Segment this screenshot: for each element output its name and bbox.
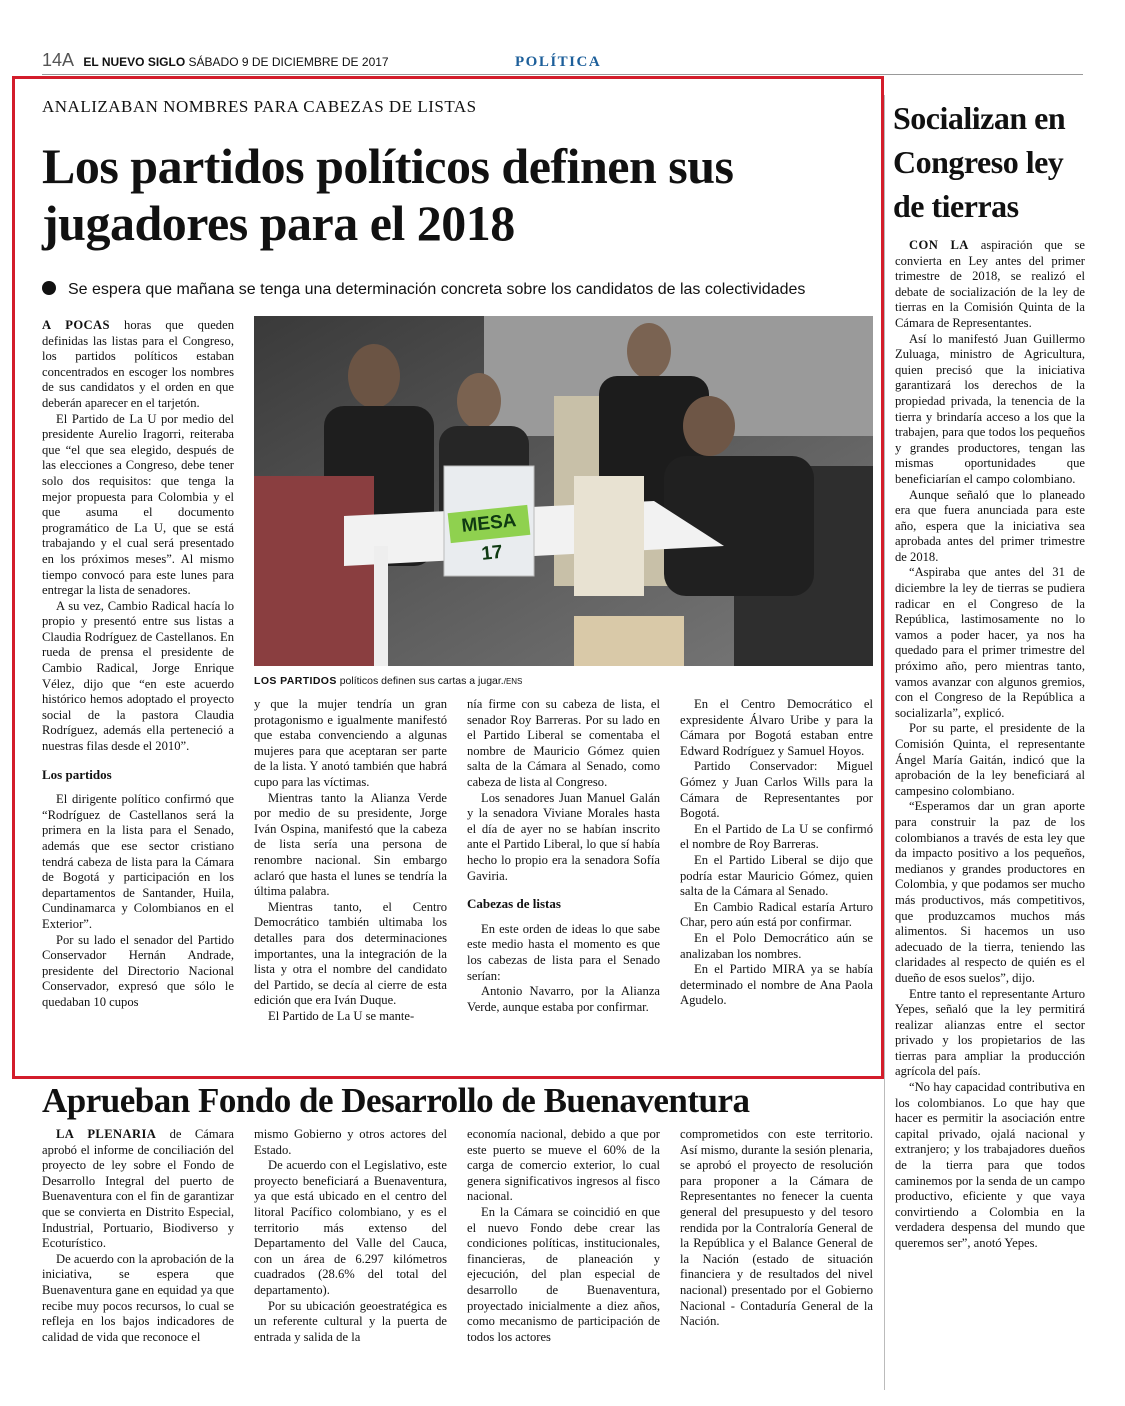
- voting-table-photo: [254, 316, 873, 666]
- paragraph: El Partido de La U se mante-: [268, 1008, 415, 1023]
- paragraph: Aunque señaló que lo planeado era que fuera anunciada para este año, espera que la iniciativa sea aprobada antes del primer trimestre de 2018.: [895, 487, 1085, 564]
- paragraph: De acuerdo con la aprobación de la iniciativa, se espera que Buenaventura gane en equidad ya que recibe muy pocos recursos, lo cual se refleja en los bajos indicadores de calidad de vida que reconoce el: [42, 1251, 234, 1344]
- paragraph: nía firme con su cabeza de lista, el senador Roy Barreras. Por su lado en el Partido Liberal se comentaba el nombre de Mauricio Gómez quien salta de la Cámara al Senado, como cabeza de lista al Congreso.: [467, 697, 660, 789]
- bullet-icon: [42, 281, 56, 295]
- subhead-text: Se espera que mañana se tenga una determinación concreta sobre los candidatos de las colectividades: [68, 281, 806, 298]
- lead-in: LA PLENARIA: [56, 1127, 157, 1141]
- paragraph: En el Partido de La U se confirmó el nombre de Roy Barreras.: [680, 821, 873, 852]
- paragraph: En este orden de ideas lo que sabe este medio hasta el momento es que los cabezas de lista para el Senado serían:: [467, 921, 660, 983]
- subheading: Los partidos: [42, 766, 112, 782]
- paragraph: Antonio Navarro, por la Alianza Verde, aunque estaba por confirmar.: [467, 984, 660, 1014]
- paragraph: de Cámara aprobó el informe de conciliación del proyecto de ley sobre el Fondo de Desarrollo Integral del puerto de Buenaventura con el fin de garantizar que se convierta en Distrito Especial, Industrial, Portuario, Biodiverso y Ecoturístico.: [42, 1127, 234, 1251]
- issue-date: SÁBADO 9 DE DICIEMBRE DE 2017: [188, 55, 389, 69]
- bottom-column-3: [467, 1127, 660, 1397]
- paragraph: Por su lado el senador del Partido Conservador Hernán Andrade, presidente del Directorio Nacional Conservador, expresó que sólo le quedaban 10 cupos: [42, 932, 234, 1009]
- paragraph: comprometidos con este territorio. Así mismo, durante la sesión plenaria, se aprobó el proyecto de resolución para proponer a la Cámara de Representantes no fenecer la cuenta general del presupuesto y del tesoro rendida por la Contraloría General de la República y el Balance General de la Nación (estado de situación financiera y de resultados del nivel nacional) presentado por el Gobierno Nacional - Contaduría General de la Nación.: [680, 1127, 873, 1329]
- bottom-column-4: [680, 1127, 873, 1397]
- lead-in: CON LA: [909, 238, 969, 252]
- paragraph: Entre tanto el representante Arturo Yepes, señaló que la ley permitirá realizar alianzas entre el sector privado y los propietarios de las tierras para ampliar la producción agrícola del país.: [895, 986, 1085, 1079]
- paragraph: Mientras tanto, el Centro Democrático también ultimaba los detalles para dos determinaciones importantes, una la integración de la lista y otra el nombre del candidato del Partido, se decía al cierre de esta edición que era Iván Duque.: [254, 899, 447, 1008]
- paragraph: Mientras tanto la Alianza Verde por medio de su presidente, Jorge Iván Ospina, manifestó que la cabeza de lista sería una persona de renombre nacional. Sin embargo aclaró que hasta el lunes se tendría la última palabra.: [254, 790, 447, 899]
- subheading: Cabezas de listas: [467, 896, 561, 912]
- paragraph: De acuerdo con el Legislativo, este proyecto beneficiará a Buenaventura, ya que está ubicado en el centro del litoral Pacífico colombiano, y es el territorio más extenso del Departamento del Valle del Cauca, con un área de 6.297 kilómetros cuadrados (28.6% del total del departamento).: [254, 1158, 447, 1297]
- caption-text: políticos definen sus cartas a jugar.: [336, 675, 504, 687]
- paragraph: En el Partido MIRA ya se había determinado el nombre de Ana Paola Agudelo.: [680, 962, 873, 1008]
- paragraph: Partido Conservador: Miguel Gómez y Juan Carlos Wills para la Cámara de Representantes por Bogotá.: [680, 759, 873, 821]
- article-column-2: [254, 697, 447, 1063]
- bottom-headline: Aprueban Fondo de Desarrollo de Buenaventura: [42, 1081, 750, 1120]
- photo-caption: [254, 675, 522, 687]
- article-column-3: [467, 697, 660, 1063]
- masthead: [42, 50, 389, 71]
- paragraph: El dirigente político confirmó que “Rodríguez de Castellanos será la primera en la lista para el Senado, además que ese sector cristiano tendrá cabeza de lista para la Cámara de Bogotá y participación en los departamentos de Santander, Huila, Cundinamarca y Colombianos en el Exterior”.: [42, 792, 234, 931]
- paragraph: En la Cámara se coincidió en que el nuevo Fondo debe crear las condiciones políticas, institucionales, financieras, de planeación y ejecución, del plan especial de desarrollo de Buenaventura, proyectado inicialmente a diez años, como mecanismo de participación de todos los actores: [467, 1204, 660, 1344]
- section-label: POLÍTICA: [515, 54, 602, 70]
- paragraph: Los senadores Juan Manuel Galán y la senadora Viviane Morales hasta el día de ayer no se habían inscrito ante el Partido Liberal, lo que sí había hecho lo propio era la senadora Sofía Gaviria.: [467, 790, 660, 883]
- paragraph: horas que queden definidas las listas para el Congreso, los partidos políticos estaban concentrados en escoger los nombres de sus candidatos y el orden en que deberán aparecer en el tarjetón.: [42, 318, 234, 410]
- photo-credit: /ENS: [503, 677, 523, 686]
- side-article-body: [895, 238, 1085, 1398]
- masthead-rule: [42, 74, 1083, 75]
- paragraph: “Aspiraba que antes del 31 de diciembre la ley de tierras se pudiera radicar en el Congreso de la República, lastimosamente no lo vamos a poder hacer, ya nos ha quedado para el primer trimestre del próximo año, pero mientras tanto, vamos avanzar con algunos gremios, con el Congreso de la República a socializarla”, explicó.: [895, 565, 1085, 720]
- article-kicker: ANALIZABAN NOMBRES PARA CABEZAS DE LISTAS: [42, 97, 477, 116]
- paragraph: y que la mujer tendría un gran protagonismo e igualmente manifestó que estaba convenciendo a algunas mujeres para que aceptaran ser parte de la lista. Y anotó también que habrá cupo para las víctimas.: [254, 697, 447, 789]
- newspaper-name: EL NUEVO SIGLO: [83, 55, 186, 69]
- article-column-1: [42, 318, 234, 1063]
- paragraph: mismo Gobierno y otros actores del Estado.: [254, 1127, 447, 1157]
- caption-lead: LOS PARTIDOS: [254, 675, 337, 687]
- paragraph: economía nacional, debido a que por este puerto se mueve el 60% de la carga de comercio exterior, lo cual genera significativos ingresos al fisco nacional.: [467, 1127, 660, 1204]
- table-number-sign: MESA 17: [448, 505, 531, 543]
- article-column-4: [680, 697, 873, 1063]
- paragraph: El Partido de La U por medio del presidente Aurelio Iragorri, reiteraba que “el que sea elegido, después de las elecciones a Congreso, debe tener solo dos requisitos: que tenga la mejor propuesta para Colombia y el que asuma el documento programático de La U, que se está trabajando y el cual será presentado en los próximos meses”. Al mismo tiempo convocó para este lunes para entregar la lista de senadores.: [42, 411, 234, 598]
- article-subhead: [42, 281, 805, 299]
- paragraph: Por su parte, el presidente de la Comisión Quinta, el representante Ángel María Gaitán, indicó que la aprobación de la ley beneficiará al campesino colombiano.: [895, 721, 1085, 798]
- paragraph: Así lo manifestó Juan Guillermo Zuluaga, ministro de Agricultura, quien precisó que la iniciativa garantizará los derechos de la propiedad privada, la tenencia de la tierra y brindaría acceso a los que la trabajen, para que todos los pequeños y grandes productores, tengan las mismas oportunidades que beneficiarían el campo colombiano.: [895, 331, 1085, 486]
- bottom-column-1: [42, 1127, 234, 1397]
- paragraph: “Esperamos dar un gran aporte para construir la paz de los colombianos a través de esta ley que da impacto positivo a los pequeños, medianos y grandes productores en Colombia, y que podamos ser mucho más productivos, más competitivos, que produzcamos muchos más alimentos. Si hacemos un uso adecuado de la tierra, teniendo las claridades al respecto de quién es el dueño de esos suelos”, dijo.: [895, 799, 1085, 985]
- paragraph: Por su ubicación geoestratégica es un referente cultural y la puerta de entrada y salida de la: [254, 1298, 447, 1344]
- paragraph: En el Partido Liberal se dijo que podría estar Mauricio Gómez, quien salta de la Cámara al Senado.: [680, 852, 873, 899]
- bottom-column-2: [254, 1127, 447, 1397]
- article-headline: Los partidos políticos definen sus jugadores para el 2018: [42, 138, 734, 251]
- paragraph: A su vez, Cambio Radical hacía lo propio y presentó entre sus listas a Claudia Rodríguez de Castellanos. En rueda de prensa el presidente de Cambio Radical, Jorge Enrique Vélez, dijo que “en este acuerdo histórico hemos adoptado el proyecto social de la pastora Claudia Rodríguez, además ella perteneció a nuestras filas desde el 2010”.: [42, 598, 234, 754]
- page-number: 14A: [42, 50, 75, 70]
- article-photo: [254, 316, 873, 666]
- column-rule: [884, 95, 885, 1390]
- paragraph: En el Centro Democrático el expresidente Álvaro Uribe y para la Cámara por Bogotá estaban entre Edward Rodríguez y Samuel Hoyos.: [680, 697, 873, 758]
- paragraph: “No hay capacidad contributiva en los colombianos. Lo que hay que hacer es permitir la asociación entre capital privado, ojalá nacional y extranjero; y los trabajadores dueños de la tierra para que todos caminemos por la senda de un campo productivo, eficiente y que vaya convirtiendo a Colombia en la verdadera despensa del mundo que queremos ser”, anotó Yepes.: [895, 1080, 1085, 1250]
- paragraph: En Cambio Radical estaría Arturo Char, pero aún está por confirmar.: [680, 899, 873, 930]
- lead-in: A POCAS: [42, 318, 110, 332]
- side-headline: Socializan en Congreso ley de tierras: [893, 100, 1066, 224]
- paragraph: aspiración que se convierta en Ley antes del primer trimestre de 2018, se realizó el debate de socialización de la ley de tierras en la Comisión Quinta de la Cámara de Representantes.: [895, 238, 1085, 330]
- paragraph: En el Polo Democrático aún se analizaban los nombres.: [680, 930, 873, 961]
